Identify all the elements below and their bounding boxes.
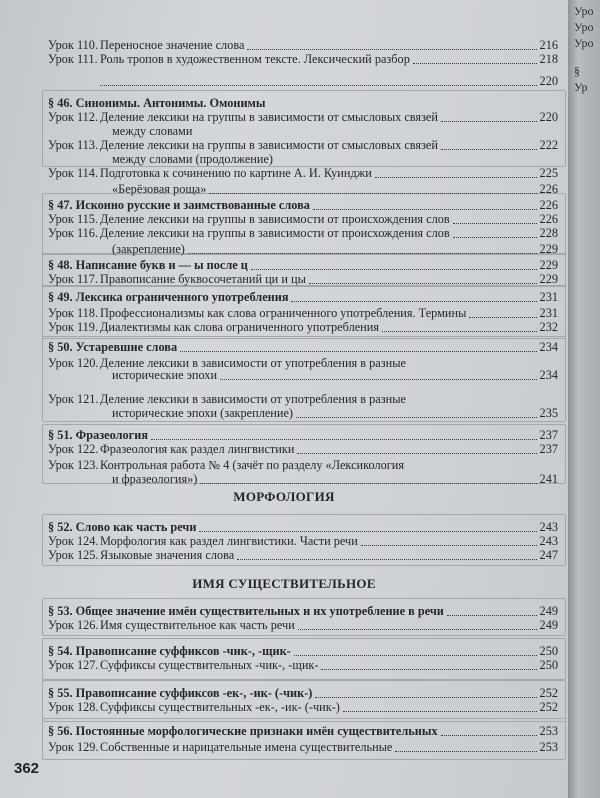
next-page-edge [568,0,600,798]
lesson-number: Урок 111. [48,52,98,66]
dot-leader [453,223,537,238]
entry-title: между словами (продолжение) [112,152,274,166]
toc-lesson-row [48,618,558,632]
page-ref: 222 [539,138,558,152]
page-ref: 218 [539,52,558,66]
dot-leader [375,163,537,178]
page-ref: 252 [539,700,558,714]
entry-title: Правописание буквосочетаний ци и цы [100,272,306,286]
toc-lesson-row [48,138,558,152]
dot-leader [180,337,536,352]
next-page-fragment: Уро [574,4,594,18]
page-ref: 253 [539,740,558,754]
page-ref: 228 [539,226,558,240]
dot-leader [413,49,537,64]
dot-leader [220,365,536,380]
dot-leader [199,517,536,532]
page-ref: 234 [539,340,558,354]
next-page-fragment: Ур [574,80,588,94]
entry-title: Профессионализмы как слова ограниченного употребления. Термины [100,306,467,320]
page-ref: 237 [539,428,558,442]
entry-title: § 51. Фразеология [48,428,148,442]
dot-leader [361,531,537,546]
dot-leader [469,303,536,318]
toc-lesson-row [48,110,558,124]
page-ref: 216 [539,38,558,52]
page-ref: 226 [539,198,558,212]
dot-leader [296,403,537,418]
page-ref: 232 [539,320,558,334]
dot-leader [297,439,536,454]
toc-lesson-row [48,272,558,286]
dot-leader [343,697,537,712]
entry-title: § 54. Правописание суффиксов -чик-, -щик- [48,644,291,658]
heading-noun: ИМЯ СУЩЕСТВИТЕЛЬНОЕ [192,576,376,591]
lesson-number: Урок 120. [48,356,99,370]
entry-title: «Берёзовая роща» [112,182,207,196]
lesson-number: Урок 117. [48,272,99,286]
page-ref: 231 [539,290,558,304]
toc-lesson-row [48,52,558,66]
entry-title: исторические эпохи (закрепление) [112,406,294,420]
toc-lesson-row [48,658,558,672]
entry-title: Суффиксы существительных -чик-, -щик- [100,658,319,672]
lesson-number: Урок 127. [48,658,99,672]
dot-leader [151,425,537,440]
toc-lesson-row [48,442,558,456]
entry-title: Деление лексики на группы в зависимости от происхождения слов [100,226,450,240]
entry-title: Имя существительное как часть речи [100,618,295,632]
entry-title: Фразеология как раздел лингвистики [100,442,295,456]
lesson-number: Урок 126. [48,618,99,632]
page-ref: 226 [539,182,558,196]
entry-title: Деление лексики на группы в зависимости от смысловых связей [100,138,438,152]
page-ref: 234 [539,368,558,382]
entry-title: Деление лексики в зависимости от употребления в разные [100,392,406,406]
lesson-number: Урок 121. [48,392,99,406]
toc-lesson-row [48,320,558,334]
page-ref: 220 [539,74,558,88]
heading-morphology: МОРФОЛОГИЯ [233,489,335,504]
entry-title: § 50. Устаревшие слова [48,340,178,354]
page-ref: 226 [539,212,558,226]
page-ref: 237 [539,442,558,456]
toc-lesson-row [48,740,558,754]
lesson-number: Урок 124. [48,534,99,548]
entry-title: Морфология как раздел лингвистики. Части речи [100,534,358,548]
lesson-number: Урок 113. [48,138,99,152]
page-ref: 225 [539,166,558,180]
entry-title: Роль тропов в художественном тексте. Лексический разбор [100,52,410,66]
dot-leader [315,683,536,698]
dot-leader [309,269,537,284]
page-ref: 243 [539,534,558,548]
dot-leader [188,239,537,254]
next-page-fragment: Уро [574,36,594,50]
page-ref: 231 [539,306,558,320]
entry-title: Переносное значение слова [100,38,245,52]
entry-title: Деление лексики на группы в зависимости от смысловых связей [100,110,438,124]
lesson-number: Урок 115. [48,212,99,226]
entry-title: § 49. Лексика ограниченного употребления [48,290,289,304]
dot-leader [294,641,537,656]
toc-lesson-row [48,700,558,714]
lesson-number: Урок 123. [48,458,99,472]
dot-leader [237,545,536,560]
page-ref: 249 [539,618,558,632]
lesson-number: Урок 129. [48,740,99,754]
dot-leader [441,107,537,122]
page-ref: 243 [539,520,558,534]
entry-title: Собственные и нарицательные имена существительные [100,740,393,754]
page-ref: 220 [539,110,558,124]
entry-title: Контрольная работа № 4 (зачёт по разделу «Лексикология [100,458,405,472]
dot-leader [209,179,536,194]
page-ref: 229 [539,272,558,286]
lesson-number: Урок 125. [48,548,99,562]
entry-title: § 48. Написание букв и — ы после ц [48,258,248,272]
dot-leader [298,615,537,630]
page-ref: 250 [539,658,558,672]
entry-title: Диалектизмы как слова ограниченного употребления [100,320,379,334]
entry-title: § 56. Постоянные морфологические признаки имён существительных [48,724,438,738]
lesson-number: Урок 128. [48,700,99,714]
lesson-number: Урок 110. [48,38,99,52]
entry-title: § 53. Общее значение имён существительных и их употребление в речи [48,604,444,618]
entry-title: между словами [112,124,193,138]
next-page-fragment: Уро [574,20,594,34]
entry-title: Языковые значения слова [100,548,235,562]
entry-title: исторические эпохи [112,368,218,382]
page-ref: 241 [539,472,558,486]
lesson-number: Урок 122. [48,442,99,456]
dot-leader [100,71,537,86]
toc-lesson-row [48,226,558,240]
toc-lesson-row [48,548,558,562]
dot-leader [441,721,537,736]
dot-leader [321,655,536,670]
lesson-number: Урок 114. [48,166,99,180]
dot-leader [313,195,537,210]
page-ref: 249 [539,604,558,618]
dot-leader [382,317,537,332]
entry-title: § 46. Синонимы. Антонимы. Омонимы [48,96,266,110]
dot-leader [395,737,536,752]
page-ref: 252 [539,686,558,700]
entry-title: (закрепление) [112,242,185,256]
page-ref: 229 [539,242,558,256]
page-ref: 247 [539,548,558,562]
page-ref: 253 [539,724,558,738]
entry-title: § 52. Слово как часть речи [48,520,197,534]
lesson-number: Урок 112. [48,110,99,124]
entry-title: Суффиксы существительных -ек-, -ик- (-чик-) [100,700,340,714]
dot-leader [453,209,537,224]
page-number: 362 [14,760,40,777]
lesson-number: Урок 116. [48,226,99,240]
dot-leader [441,135,537,150]
page-ref: 235 [539,406,558,420]
entry-title: Подготовка к сочинению по картине А. И. Куинджи [100,166,372,180]
entry-title: Деление лексики на группы в зависимости от происхождения слов [100,212,450,226]
dot-leader [251,255,537,270]
entry-title: § 47. Исконно русские и заимствованные слова [48,198,310,212]
dot-leader [200,469,536,484]
dot-leader [247,35,536,50]
toc-lesson-row [48,166,558,180]
lesson-number: Урок 118. [48,306,99,320]
dot-leader [447,601,537,616]
entry-title: и фразеология») [112,472,198,486]
dot-leader [291,287,536,302]
page-ref: 229 [539,258,558,272]
lesson-number: Урок 119. [48,320,99,334]
page-ref: 250 [539,644,558,658]
entry-title: § 55. Правописание суффиксов -ек-, -ик- (-чик-) [48,686,313,700]
entry-title: Деление лексики в зависимости от употребления в разные [100,356,406,370]
next-page-fragment: § [574,64,580,78]
